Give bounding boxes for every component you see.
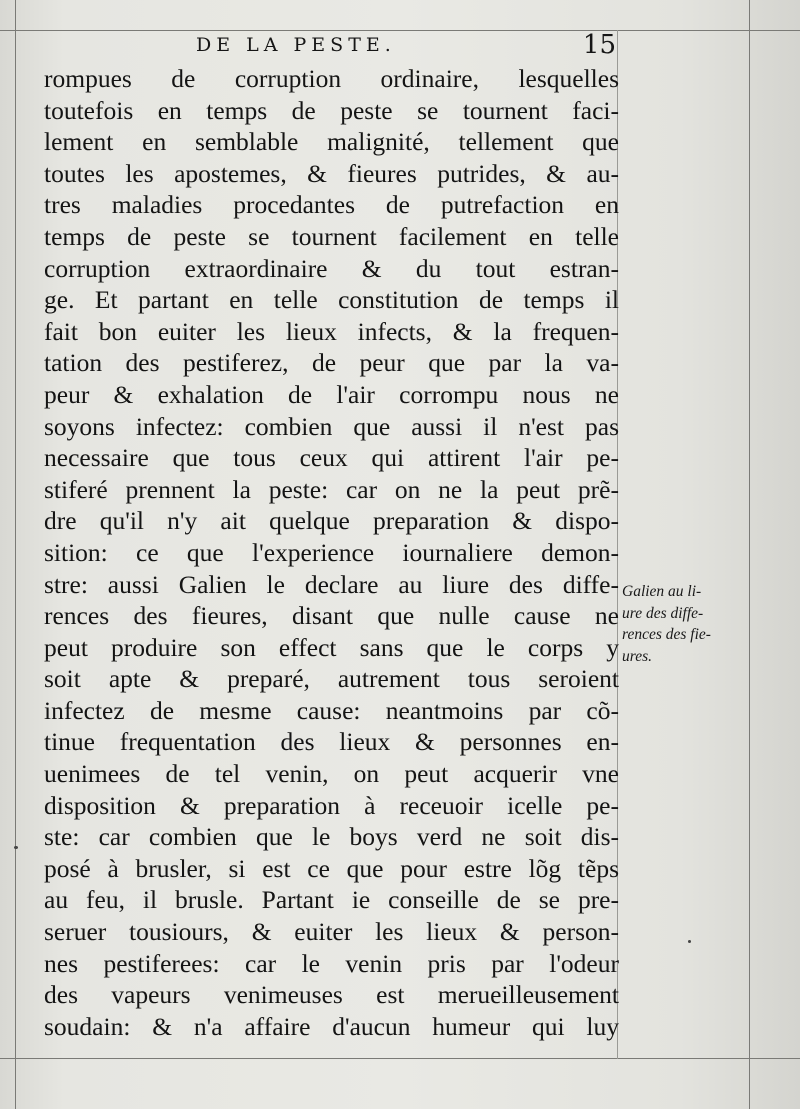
text-line: tinue frequentation des lieux & personnes en-	[44, 727, 619, 757]
text-line: peut produire son effect sans que le corps y	[44, 632, 619, 662]
margin-note-line: ures.	[622, 647, 652, 665]
text-line: peur & exhalation de l'air corrompu nous ne	[44, 379, 619, 409]
ink-speck	[14, 846, 18, 849]
text-line: au feu, il brusle. Partant ie conseille de se pre-	[44, 885, 619, 915]
text-line: ge. Et partant en telle constitution de temps il	[44, 285, 619, 315]
text-line: stre: aussi Galien le declare au liure des diffe-	[44, 569, 619, 599]
text-line: rences des fieures, disant que nulle cause ne	[44, 601, 619, 631]
text-line: corruption extraordinaire & du tout estran-	[44, 253, 619, 283]
text-line: tation des pestiferez, de peur que par la va-	[44, 348, 619, 378]
right-frame-rule	[749, 0, 750, 1109]
text-line: tres maladies procedantes de putrefaction en	[44, 190, 619, 220]
text-line: temps de peste se tournent facilement en telle	[44, 221, 619, 251]
text-line: lement en semblable malignité, tellement que	[44, 127, 619, 157]
text-line: soudain: & n'a affaire d'aucun humeur qui luy	[44, 1011, 619, 1041]
text-line: dre qu'il n'y ait quelque preparation & dispo-	[44, 506, 619, 536]
text-line: sition: ce que l'experience iournaliere demon-	[44, 537, 619, 567]
text-line: des vapeurs venimeuses est merueilleusement	[44, 980, 619, 1010]
text-line: toutes les apostemes, & fieures putrides, & au-	[44, 158, 619, 188]
page-header	[40, 30, 618, 64]
text-line: fait bon euiter les lieux infects, & la frequen-	[44, 316, 619, 346]
margin-note-line: Galien au li-	[622, 583, 702, 600]
text-line: necessaire que tous ceux qui attirent l'air pe-	[44, 443, 619, 473]
text-line: toutefois en temps de peste se tournent faci-	[44, 95, 619, 125]
top-rule	[0, 30, 800, 31]
text-line: infectez de mesme cause: neantmoins par cõ-	[44, 695, 619, 725]
text-line: soyons infectez: combien que aussi il n'est pas	[44, 411, 619, 441]
left-frame-rule	[15, 0, 16, 1109]
ink-speck	[688, 940, 691, 943]
text-line: uenimees de tel venin, on peut acquerir vne	[44, 759, 619, 789]
text-line: ste: car combien que le boys verd ne soit dis-	[44, 822, 619, 852]
running-head: DE LA PESTE.	[196, 34, 396, 56]
margin-note	[622, 581, 752, 667]
margin-note-line: rences des fie-	[622, 626, 711, 643]
body-text	[44, 63, 619, 1042]
text-line: soit apte & preparé, autrement tous seroient	[44, 664, 619, 694]
text-line: rompues de corruption ordinaire, lesquelles	[44, 64, 619, 93]
page-number: 15	[582, 30, 616, 60]
margin-note-line: ure des diffe-	[622, 604, 704, 622]
text-line: posé à brusler, si est ce que pour estre lõg tẽps	[44, 853, 619, 883]
text-line: disposition & preparation à receuoir icelle pe-	[44, 790, 619, 820]
text-line: nes pestiferees: car le venin pris par l'odeur	[44, 948, 619, 978]
text-line: seruer tousiours, & euiter les lieux & person-	[44, 917, 619, 947]
bottom-rule	[0, 1058, 800, 1059]
text-line: stiferé prennent la peste: car on ne la peut prẽ-	[44, 474, 619, 504]
